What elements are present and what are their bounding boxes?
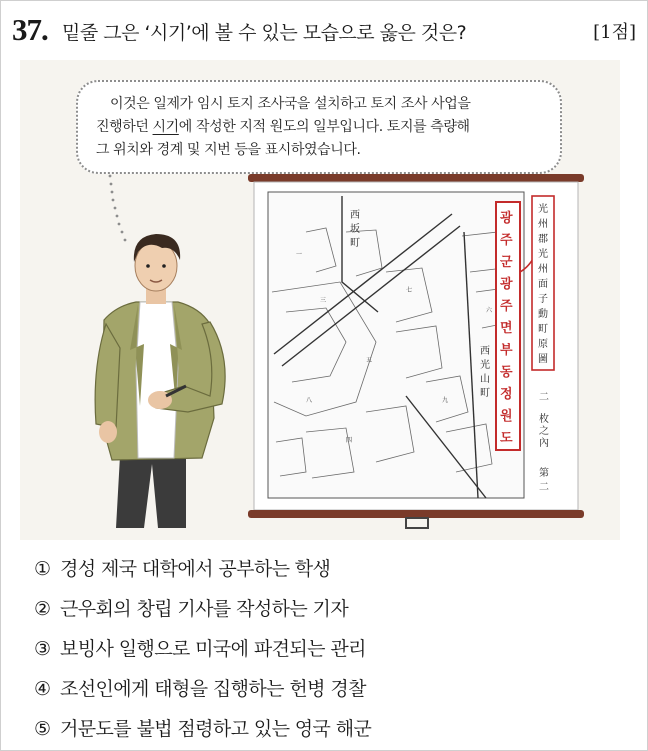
choice-3-text: 보빙사 일행으로 미국에 파견되는 관리: [60, 638, 366, 660]
choice-4-mark: ④: [34, 678, 51, 700]
korean-label-char: 광: [500, 277, 513, 292]
choice-1-text: 경성 제국 대학에서 공부하는 학생: [60, 558, 331, 580]
korean-label-char: 군: [500, 255, 513, 270]
svg-text:一: 一: [296, 251, 303, 258]
bubble-line-2-start: 진행하던: [96, 119, 153, 135]
svg-text:五: 五: [366, 357, 373, 364]
district-top-char: 坂: [350, 224, 360, 235]
choice-5[interactable]: [34, 714, 371, 741]
svg-text:六: 六: [486, 307, 493, 314]
korean-label-char: 면: [500, 321, 513, 336]
korean-label-char: 동: [500, 365, 513, 380]
choice-3-mark: ③: [34, 638, 51, 660]
hanja-side-char: 第: [539, 468, 549, 479]
hanja-map-title: [538, 202, 548, 365]
bubble-line-1: 이것은 일제가 임시 토지 조사국을 설치하고 토지 조사 사업을: [110, 96, 471, 112]
hanja-side-char: 之: [539, 426, 549, 437]
speech-bubble: [76, 80, 562, 174]
illustration: [20, 60, 620, 540]
korean-label-char: 광: [500, 211, 513, 226]
presenter-figure: [82, 228, 232, 528]
hanja-title-char: 町: [538, 324, 548, 335]
district-bottom-char: 西: [480, 346, 490, 357]
choice-5-text: 거문도를 불법 점령하고 있는 영국 해군: [60, 718, 372, 740]
question-number: 37.: [12, 12, 48, 47]
question-text: 밑줄 그은 ‘시기’에 볼 수 있는 모습으로 옳은 것은?: [62, 22, 467, 44]
choice-4[interactable]: [34, 674, 366, 701]
svg-text:七: 七: [406, 287, 413, 294]
svg-text:四: 四: [346, 437, 353, 444]
hanja-side-char: 二: [539, 392, 549, 403]
svg-text:八: 八: [306, 397, 313, 404]
bubble-line-2: [96, 116, 544, 139]
cadastral-map: [246, 172, 586, 532]
question-header: [12, 12, 636, 48]
choice-4-text: 조선인에게 태형을 집행하는 헌병 경찰: [60, 678, 366, 700]
choice-1[interactable]: [34, 554, 330, 581]
hanja-side-char: 枚: [539, 414, 549, 425]
district-top-char: 町: [350, 238, 360, 249]
hanja-title-char: 子: [538, 294, 548, 305]
hanja-side-char: 內: [539, 438, 549, 449]
underlined-term: 시기: [152, 119, 179, 135]
korean-label-char: 주: [500, 233, 513, 248]
svg-text:九: 九: [442, 397, 449, 404]
choice-3[interactable]: [34, 634, 366, 661]
hanja-title-char: 州: [538, 264, 548, 275]
korean-label-char: 부: [500, 343, 513, 358]
hanja-title-char: 動: [538, 309, 548, 320]
korean-map-label: [499, 210, 513, 446]
hanja-title-char: 光: [538, 204, 548, 215]
choice-2[interactable]: [34, 594, 348, 621]
hanja-title-char: 州: [538, 219, 548, 230]
choice-5-mark: ⑤: [34, 718, 51, 740]
korean-label-char: 원: [500, 409, 513, 424]
hanja-title-char: 郡: [538, 234, 548, 245]
bubble-line-3: 그 위치와 경계 및 지번 등을 표시하였습니다.: [96, 142, 361, 158]
hanja-title-char: 光: [538, 249, 548, 260]
hanja-side-char: 二: [539, 482, 549, 493]
choice-1-mark: ①: [34, 558, 51, 580]
district-bottom-char: 町: [480, 388, 490, 399]
question-points: [1점]: [593, 22, 636, 43]
district-label-top: [350, 209, 360, 249]
svg-text:三: 三: [320, 297, 327, 304]
district-bottom-char: 光: [480, 360, 490, 371]
korean-label-char: 주: [500, 299, 513, 314]
choice-2-mark: ②: [34, 598, 51, 620]
district-top-char: 西: [350, 210, 360, 221]
korean-label-char: 도: [500, 431, 513, 446]
hanja-title-char: 面: [538, 279, 548, 290]
bubble-line-2-end: 에 작성한 지적 원도의 일부입니다. 토지를 측량해: [178, 119, 470, 135]
choice-2-text: 근우회의 창립 기사를 작성하는 기자: [60, 598, 349, 620]
hanja-title-char: 原: [538, 339, 548, 350]
hanja-title-char: 圖: [538, 354, 548, 365]
korean-label-char: 정: [500, 387, 513, 402]
district-bottom-char: 山: [480, 374, 490, 385]
